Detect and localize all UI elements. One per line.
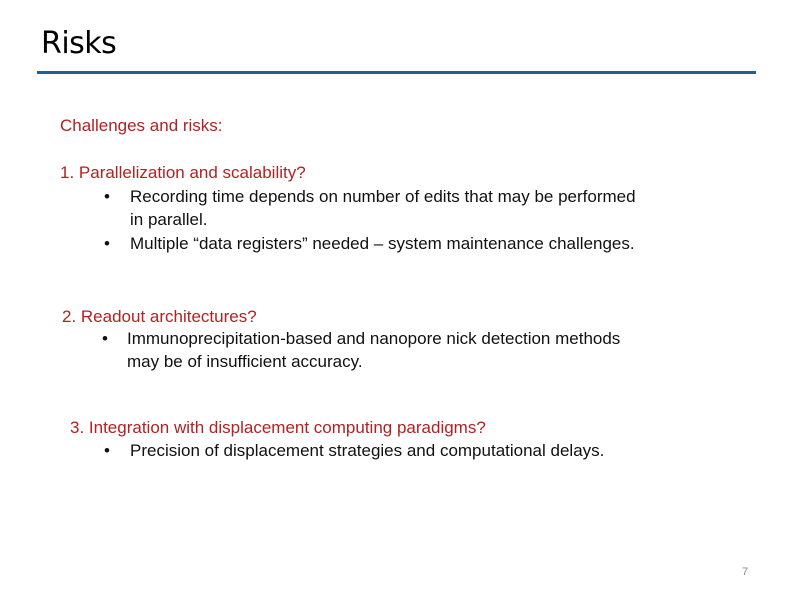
section-2-heading: 2. Readout architectures? xyxy=(62,307,257,326)
section-1-heading: 1. Parallelization and scalability? xyxy=(60,163,306,182)
section-2-bullet-1-line-1: Immunoprecipitation-based and nanopore nick detection methods xyxy=(127,329,621,348)
title-divider xyxy=(37,71,756,74)
section-1-bullet-1-line-1: Recording time depends on number of edits that may be performed xyxy=(130,187,636,206)
section-3-heading: 3. Integration with displacement computing paradigms? xyxy=(70,418,486,437)
section-3-bullet-1-line-1: Precision of displacement strategies and computational delays. xyxy=(130,441,605,460)
bullet-glyph: • xyxy=(104,234,110,253)
page-number: 7 xyxy=(742,566,749,578)
section-1-bullet-1-line-2: in parallel. xyxy=(130,210,208,229)
bullet-glyph: • xyxy=(104,187,110,206)
section-2-bullet-1-line-2: may be of insufficient accuracy. xyxy=(127,352,363,371)
bullet-glyph: • xyxy=(102,329,108,348)
section-1-bullet-2-line-1: Multiple “data registers” needed – system maintenance challenges. xyxy=(130,234,635,253)
slide-title: Risks xyxy=(41,26,117,61)
intro-heading: Challenges and risks: xyxy=(60,116,223,135)
bullet-glyph: • xyxy=(104,441,110,460)
